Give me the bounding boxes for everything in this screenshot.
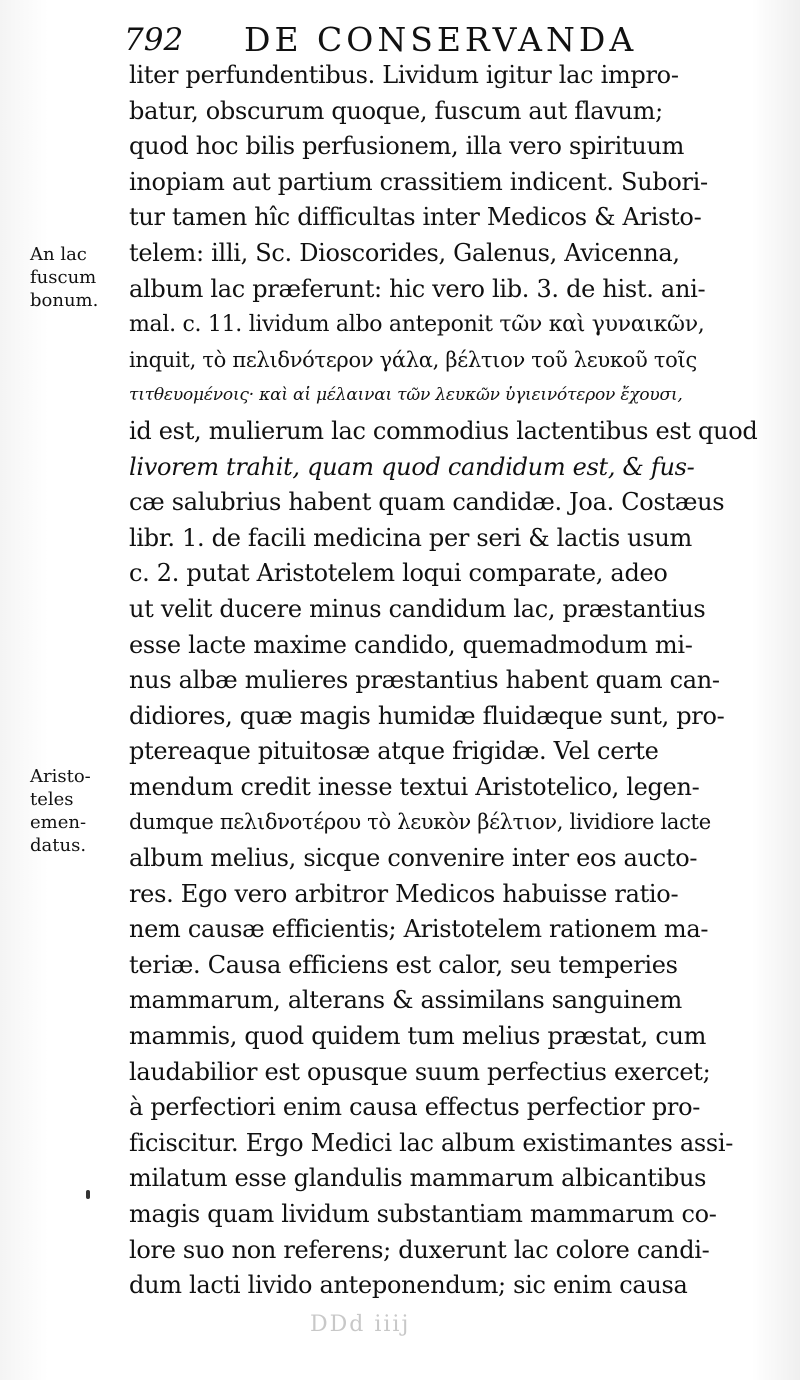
margin-note-line: Aristo- [30, 766, 91, 787]
running-head: DE CONSERVANDA [244, 20, 638, 59]
text-line: teriæ. Causa efficiens est calor, seu temperies [129, 950, 678, 979]
margin-note-line: teles [30, 789, 74, 810]
text-line: batur, obscurum quoque, fuscum aut flavum; [129, 96, 663, 125]
text-line: inopiam aut partium crassitiem indicent. Subori- [129, 167, 708, 196]
text-line: magis quam lividum substantiam mammarum co- [129, 1200, 717, 1228]
greek-text-line: τιτθευομένοις· καὶ αἱ μέλαιναι τῶν λευκῶν ὑγιεινότερον ἔχουσι, [129, 385, 683, 406]
text-line: cæ salubrius habent quam candidæ. Joa. Costæus [129, 488, 725, 517]
text-line: dum lacti livido anteponendum; sic enim causa [129, 1271, 688, 1300]
text-line: laudabilior est opusque suum perfectius exercet; [129, 1057, 711, 1086]
margin-note-aristoteles [30, 765, 126, 857]
text-line: mal. c. 11. lividum albo anteponit τῶν καὶ γυναικῶν, [129, 312, 705, 338]
text-line: ficiscitur. Ergo Medici lac album existimantes assi- [129, 1128, 734, 1157]
text-line: nus albæ mulieres præstantius habent quam can- [129, 666, 720, 695]
text-line: mendum credit inesse textui Aristotelico, legen- [129, 772, 700, 801]
text-line: mammis, quod quidem tum melius præstat, cum [129, 1022, 707, 1051]
margin-note-line: datus. [30, 835, 87, 856]
text-line: ptereaque pituitosæ atque frigidæ. Vel certe [129, 737, 659, 766]
text-line: inquit, τὸ πελιδνότερον γάλα, βέλτιον τοῦ λευκοῦ τοῖς [129, 347, 697, 372]
text-line: à perfectiori enim causa effectus perfectior pro- [129, 1093, 701, 1122]
text-line: dumque πελιδνοτέρου τὸ λευκὸν βέλτιον, lividiore lacte [129, 810, 711, 835]
text-line: lore suo non referens; duxerunt lac colore candi- [129, 1235, 710, 1264]
text-line: album melius, sicque convenire inter eos aucto- [129, 844, 698, 873]
margin-note-line: emen- [30, 812, 87, 833]
text-line: liter perfundentibus. Lividum igitur lac impro- [129, 61, 679, 89]
margin-note-line: bonum. [30, 290, 99, 311]
text-line: nem causæ efficientis; Aristotelem rationem ma- [129, 915, 709, 944]
page-number: 792 [124, 22, 184, 58]
text-line: c. 2. putat Aristotelem loqui comparate, adeo [129, 559, 668, 588]
text-line: didiores, quæ magis humidæ fluidæque sunt, pro- [129, 701, 725, 730]
text-line: res. Ego vero arbitror Medicos habuisse ratio- [129, 879, 679, 908]
main-text [129, 58, 759, 1304]
ink-mark [86, 1190, 90, 1199]
margin-note-line: An lac [30, 244, 87, 265]
italic-text-line: livorem trahit, quam quod candidum est, & fus- [129, 452, 695, 481]
text-line: mammarum, alterans & assimilans sanguinem [129, 986, 682, 1015]
signature-mark: DDd iiij [310, 1312, 411, 1337]
text-line: album lac præferunt: hic vero lib. 3. de hist. ani- [129, 274, 706, 303]
text-line: milatum esse glandulis mammarum albicantibus [129, 1164, 707, 1193]
margin-note-line: fuscum [30, 267, 97, 288]
text-line: quod hoc bilis perfusionem, illa vero spirituum [129, 132, 685, 161]
text-line: ut velit ducere minus candidum lac, præstantius [129, 594, 706, 623]
text-line: libr. 1. de facili medicina per seri & lactis usum [129, 523, 692, 552]
text-line: tur tamen hîc difficultas inter Medicos & Aristo- [129, 203, 702, 232]
margin-note-lac-fuscum [30, 243, 126, 312]
text-line: esse lacte maxime candido, quemadmodum mi- [129, 630, 693, 659]
text-line: id est, mulierum lac commodius lactentibus est quod [129, 416, 758, 445]
text-line: telem: illi, Sc. Dioscorides, Galenus, Avicenna, [129, 238, 680, 267]
